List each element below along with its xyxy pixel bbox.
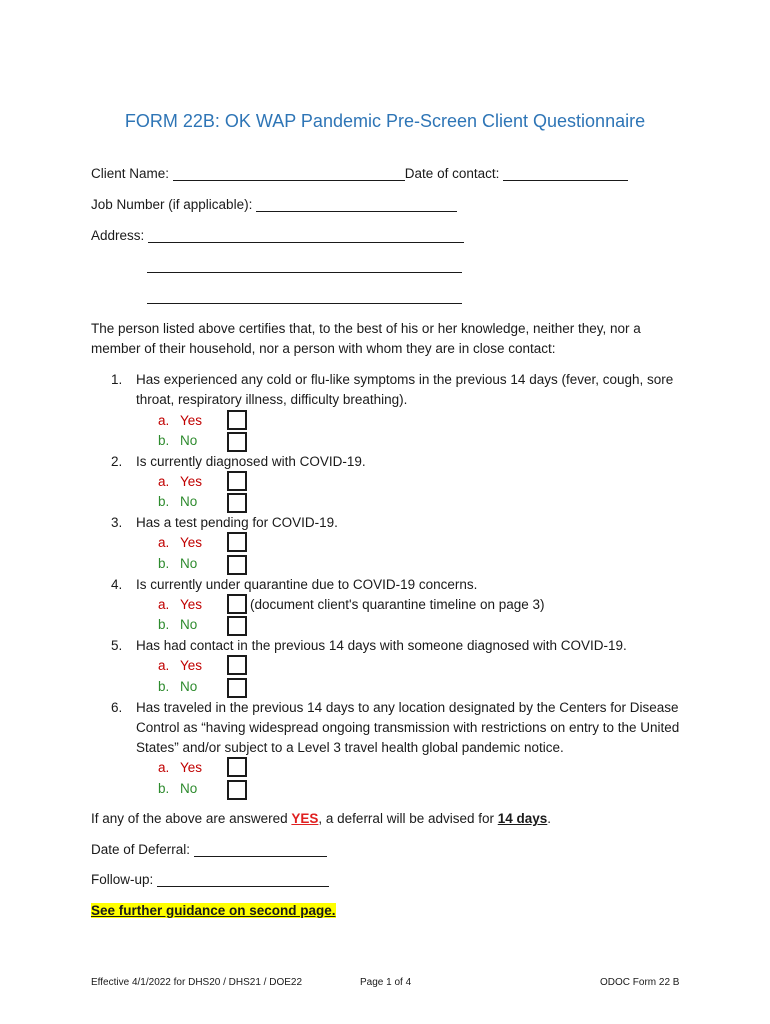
q6-yes-checkbox[interactable]	[227, 757, 247, 777]
further-guidance	[91, 903, 336, 918]
q2-no-checkbox[interactable]	[227, 493, 247, 513]
question-text: Has had contact in the previous 14 days with someone diagnosed with COVID-19.	[136, 638, 627, 653]
yes-label: Yes	[180, 760, 203, 775]
no-label: No	[180, 781, 198, 796]
no-label: No	[180, 556, 198, 571]
deferral-prefix: If any of the above are answered	[91, 811, 292, 826]
no-label: No	[180, 617, 198, 632]
deferral-yes: YES	[291, 811, 319, 826]
address-field-2[interactable]	[147, 272, 462, 273]
q3-option-yes: a. Yes	[158, 535, 203, 550]
q6-option-yes: a. Yes	[158, 760, 203, 775]
q5-no-checkbox[interactable]	[227, 678, 247, 698]
deferral-suffix: .	[547, 811, 552, 826]
footer-effective: Effective 4/1/2022 for DHS20 / DHS21 / DOE22	[91, 977, 303, 988]
question-text: Has a test pending for COVID-19.	[136, 515, 338, 530]
q4-no-checkbox[interactable]	[227, 616, 247, 636]
client-name-field[interactable]	[173, 166, 405, 181]
yes-label: Yes	[180, 597, 203, 612]
question-text: Is currently diagnosed with COVID-19.	[136, 454, 366, 469]
q2-yes-checkbox[interactable]	[227, 471, 247, 491]
job-number-row	[91, 197, 457, 212]
quarantine-note: (document client's quarantine timeline on page 3)	[250, 597, 545, 612]
question-text: Is currently under quarantine due to COVID-19 concerns.	[136, 577, 478, 592]
yes-label: Yes	[180, 658, 203, 673]
q5-yes-checkbox[interactable]	[227, 655, 247, 675]
q3-yes-checkbox[interactable]	[227, 532, 247, 552]
deferral-middle: , a deferral will be advised for	[318, 811, 498, 826]
question-number: 6.	[111, 700, 123, 715]
question-number: 2.	[111, 454, 123, 469]
q2-option-yes: a. Yes	[158, 474, 203, 489]
yes-label: Yes	[180, 535, 203, 550]
q5-option-no: b. No	[158, 679, 198, 694]
q4-option-no: b. No	[158, 617, 198, 632]
address-field-3[interactable]	[147, 303, 462, 304]
q1-no-checkbox[interactable]	[227, 432, 247, 452]
date-of-deferral-row	[91, 842, 327, 857]
question-number: 3.	[111, 515, 123, 530]
q6-no-checkbox[interactable]	[227, 780, 247, 800]
date-of-contact-field[interactable]	[503, 166, 628, 181]
client-name-row	[91, 166, 628, 181]
follow-up-row	[91, 872, 329, 887]
question-number: 5.	[111, 638, 123, 653]
date-of-contact-label: Date of contact:	[404, 166, 500, 181]
deferral-days: 14 days	[497, 811, 548, 826]
q1-yes-checkbox[interactable]	[227, 410, 247, 430]
yes-label: Yes	[180, 474, 203, 489]
address-field-1[interactable]	[148, 228, 464, 243]
question-number: 4.	[111, 577, 123, 592]
footer-page: Page 1 of 4	[360, 977, 412, 988]
client-name-label: Client Name:	[91, 166, 170, 181]
question-text: Has traveled in the previous 14 days to any location designated by the Centers for Disease Control as “having widespread ongoing transmission with restrictions on entry to the United States” and/or subject to a Level 3 travel health global pandemic notice.	[136, 700, 680, 755]
further-guidance-text: See further guidance on second page.	[91, 903, 336, 918]
q6-option-no: b. No	[158, 781, 198, 796]
q4-yes-checkbox[interactable]	[227, 594, 247, 614]
no-label: No	[180, 494, 198, 509]
form-title: FORM 22B: OK WAP Pandemic Pre-Screen Client Questionnaire	[124, 111, 646, 131]
address-row	[91, 228, 464, 243]
certify-paragraph: The person listed above certifies that, to the best of his or her knowledge, neither they, nor a member of their household, nor a person with whom they are in close contact:	[91, 321, 641, 356]
deferral-statement	[91, 811, 551, 826]
q3-option-no: b. No	[158, 556, 198, 571]
q2-option-no: b. No	[158, 494, 198, 509]
q1-option-yes: a. Yes	[158, 413, 203, 428]
no-label: No	[180, 433, 198, 448]
job-number-label: Job Number (if applicable):	[91, 197, 253, 212]
q1-option-no: b. No	[158, 433, 198, 448]
question-text: Has experienced any cold or flu-like symptoms in the previous 14 days (fever, cough, sore throat, respiratory illness, difficulty breathing).	[136, 372, 674, 407]
date-of-deferral-field[interactable]	[194, 842, 327, 857]
no-label: No	[180, 679, 198, 694]
follow-up-label: Follow-up:	[91, 872, 154, 887]
q4-option-yes: a. Yes	[158, 597, 203, 612]
footer-form: ODOC Form 22 B	[600, 977, 680, 988]
q5-option-yes: a. Yes	[158, 658, 203, 673]
address-label: Address:	[91, 228, 145, 243]
follow-up-field[interactable]	[157, 872, 329, 887]
yes-label: Yes	[180, 413, 203, 428]
q3-no-checkbox[interactable]	[227, 555, 247, 575]
job-number-field[interactable]	[256, 197, 457, 212]
date-of-deferral-label: Date of Deferral:	[91, 842, 191, 857]
question-number: 1.	[111, 372, 123, 387]
